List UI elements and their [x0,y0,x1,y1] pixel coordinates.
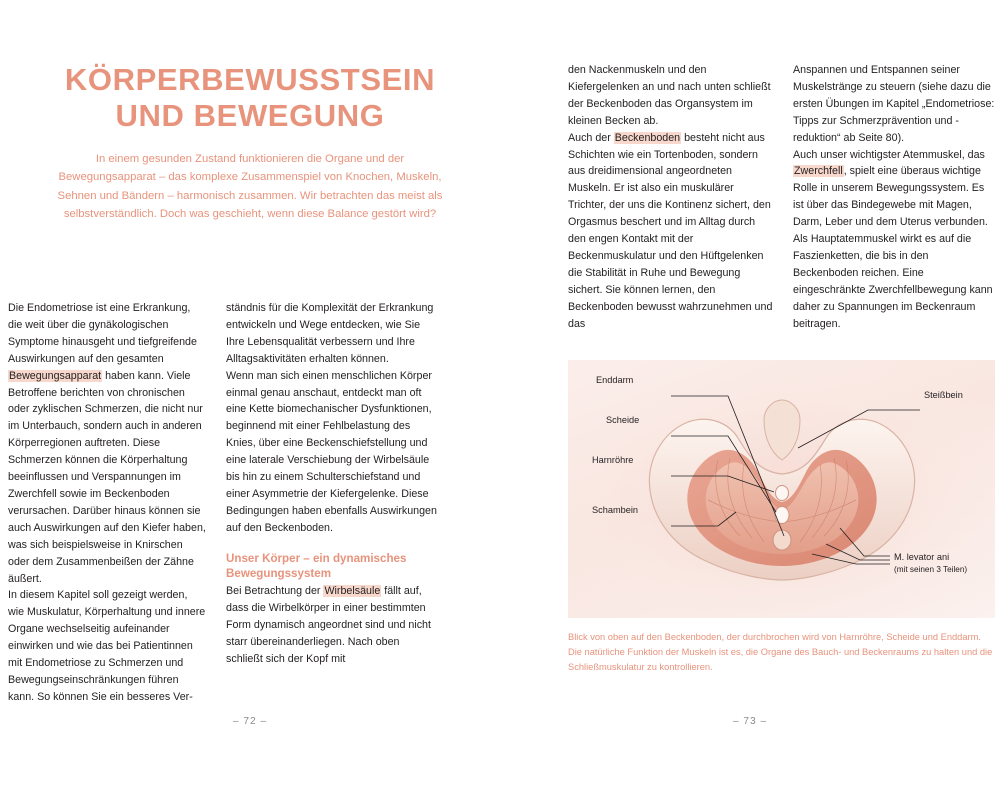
text-run: besteht nicht aus Schichten wie ein Tortenboden, sondern aus dreidimensional angeordneten Muskeln. Er ist also ein muskulärer Trichter, der uns die Kontinenz sichert, den Orgasmus beschert und im Alltag durch den engen Kontakt mit der Beckenmuskulatur und den Hüftgelenken die Stabilität in Ruhe und Bewegung sichert. Sie können lernen, den Beckenboden bewusst wahrzunehmen und das [568,131,773,330]
label-levator-ani-sub: (mit seinen 3 Teilen) [894,565,968,574]
paragraph [226,583,438,668]
text-run: , spielt eine überaus wichtige Rolle in unserem Bewegungssystem. Es ist über das Bindegewebe mit Magen, Darm, Leber und dem Uterus verbunden. Als Hauptatemmuskel wirkt es auf die Faszienketten, die bis in den Beckenboden reichen. Eine eingeschränkte Zwerchfellbewegung kann daher zu Spannungen im Beckenraum beitragen. [793,165,993,330]
left-column-1 [8,300,206,706]
text-run: Auch unser wichtigster Atemmuskel, das [793,148,985,161]
text-run: Bei Betrachtung der [226,585,324,598]
label-levator-ani: M. levator ani [894,552,950,562]
highlight-wirbelsaeule: Wirbelsäule [324,585,381,598]
paragraph: den Nackenmuskeln und den Kiefergelenken an und nach unten schließt der Beckenboden das Organsystem im kleinen Becken ab. [568,64,771,127]
paragraph: In diesem Kapitel soll gezeigt werden, wie Muskulatur, Körperhaltung und innere Organe wechselseitig aufeinander einwirken und wie das bei Patientinnen mit Endometriose zu Schmerzen und Bewegungseinschränkungen führen kann. So können Sie ein besseres Ver- [8,589,206,703]
highlight-bewegungsapparat: Bewegungsapparat [9,369,102,382]
highlight-beckenboden: Beckenboden [614,131,681,144]
pelvic-floor-figure [568,360,995,618]
vagina-opening [775,507,789,524]
urethra-opening [776,486,789,501]
paragraph: ständnis für die Komplexität der Erkrankung entwickeln und Wege entdecken, wie Sie Ihre Lebensqualität verbessern und Ihre Alltagsaktivitäten erhalten können. [226,302,434,365]
orifices [773,486,791,551]
paragraph [793,147,995,333]
label-enddarm: Enddarm [596,375,634,385]
highlight-zwerchfell: Zwerchfell [794,165,843,178]
page-subtitle: In einem gesunden Zustand funktionieren die Organe und der Bewegungsapparat – das komplexe Zusammenspiel von Knochen, Muskeln, Sehnen und Bändern – harmonisch zusammen. Wir betrachten das meist als selbstverständlich. Doch was geschieht, wenn diese Balance gestört wird? [57,152,443,220]
paragraph [8,300,206,587]
folio-left: – 72 – [232,716,268,727]
section-subheading: Unser Körper – ein dynamisches Bewegungssystem [226,551,407,580]
text-run: haben kann. Viele Betroffene berichten von chronischen oder zyklischen Schmerzen, die nicht nur im Unterbauch, sondern auch in anderen Körperregionen auftreten. Diese Schmerzen können die Körperhaltung beeinflussen und Verspannungen im Zwerchfell sowie im Beckenboden verursachen. Darüber hinaus können sie auch Auswirkungen auf den Kiefer haben, was sich beispielsweise in Knirschen oder dem Zusammenbeißen der Zähne äußert. [8,369,206,585]
label-schambein: Schambein [592,505,638,515]
text-run: Auch der [568,131,614,144]
text-run: Die Endometriose ist eine Erkrankung, die weit über die gynäkologischen Symptome hinausgeht und tiefgreifende Auswirkungen auf den gesamten [8,302,197,365]
paragraph [568,130,773,333]
pelvic-floor-illustration [568,360,995,618]
title-line-1: KÖRPERBEWUSSTSEIN [64,62,436,97]
paragraph: Anspannen und Entspannen seiner Muskelstränge zu steuern (siehe dazu die ersten Übungen im Kapitel „Endometriose: Tipps zur Schmerzprävention und -reduktion“ ab Seite 80). [793,64,995,144]
label-steissbein: Steißbein [924,390,963,400]
figure-caption: Blick von oben auf den Beckenboden, der durchbrochen wird von Harnröhre, Scheide und Enddarm. Die natürliche Funktion der Muskeln ist es, die Organe des Bauch- und Beckenraums zu halten und die Schließmuskulatur zu kontrollieren. [568,632,993,673]
right-column-1 [568,62,773,333]
paragraph: Wenn man sich einen menschlichen Körper einmal genau anschaut, entdeckt man oft eine Kette biomechanischer Dysfunktionen, beginnend mit einer Fehlbelastung des Knies, über eine Beckenschiefstellung und eine laterale Verschiebung der Wirbelsäule bis hin zu einem Schulterschiefstand und einer Asymmetrie der Kiefergelenke. Diese Bedingungen haben ebenfalls Auswirkungen auf den Beckenboden. [226,369,437,534]
text-run: fällt auf, dass die Wirbelkörper in einer bestimmten Form dynamisch angeordnet sind und nicht starr übereinanderliegen. Nach oben schließt sich der Kopf mit [226,585,431,665]
title-line-2: UND BEWEGUNG [115,97,385,133]
right-column-2 [793,62,995,333]
left-column-2 [226,300,438,668]
folio-right: – 73 – [732,716,768,727]
rectum-opening [773,530,791,550]
label-scheide: Scheide [606,415,640,425]
label-harnroehre: Harnröhre [592,455,634,465]
page-title [30,62,470,223]
